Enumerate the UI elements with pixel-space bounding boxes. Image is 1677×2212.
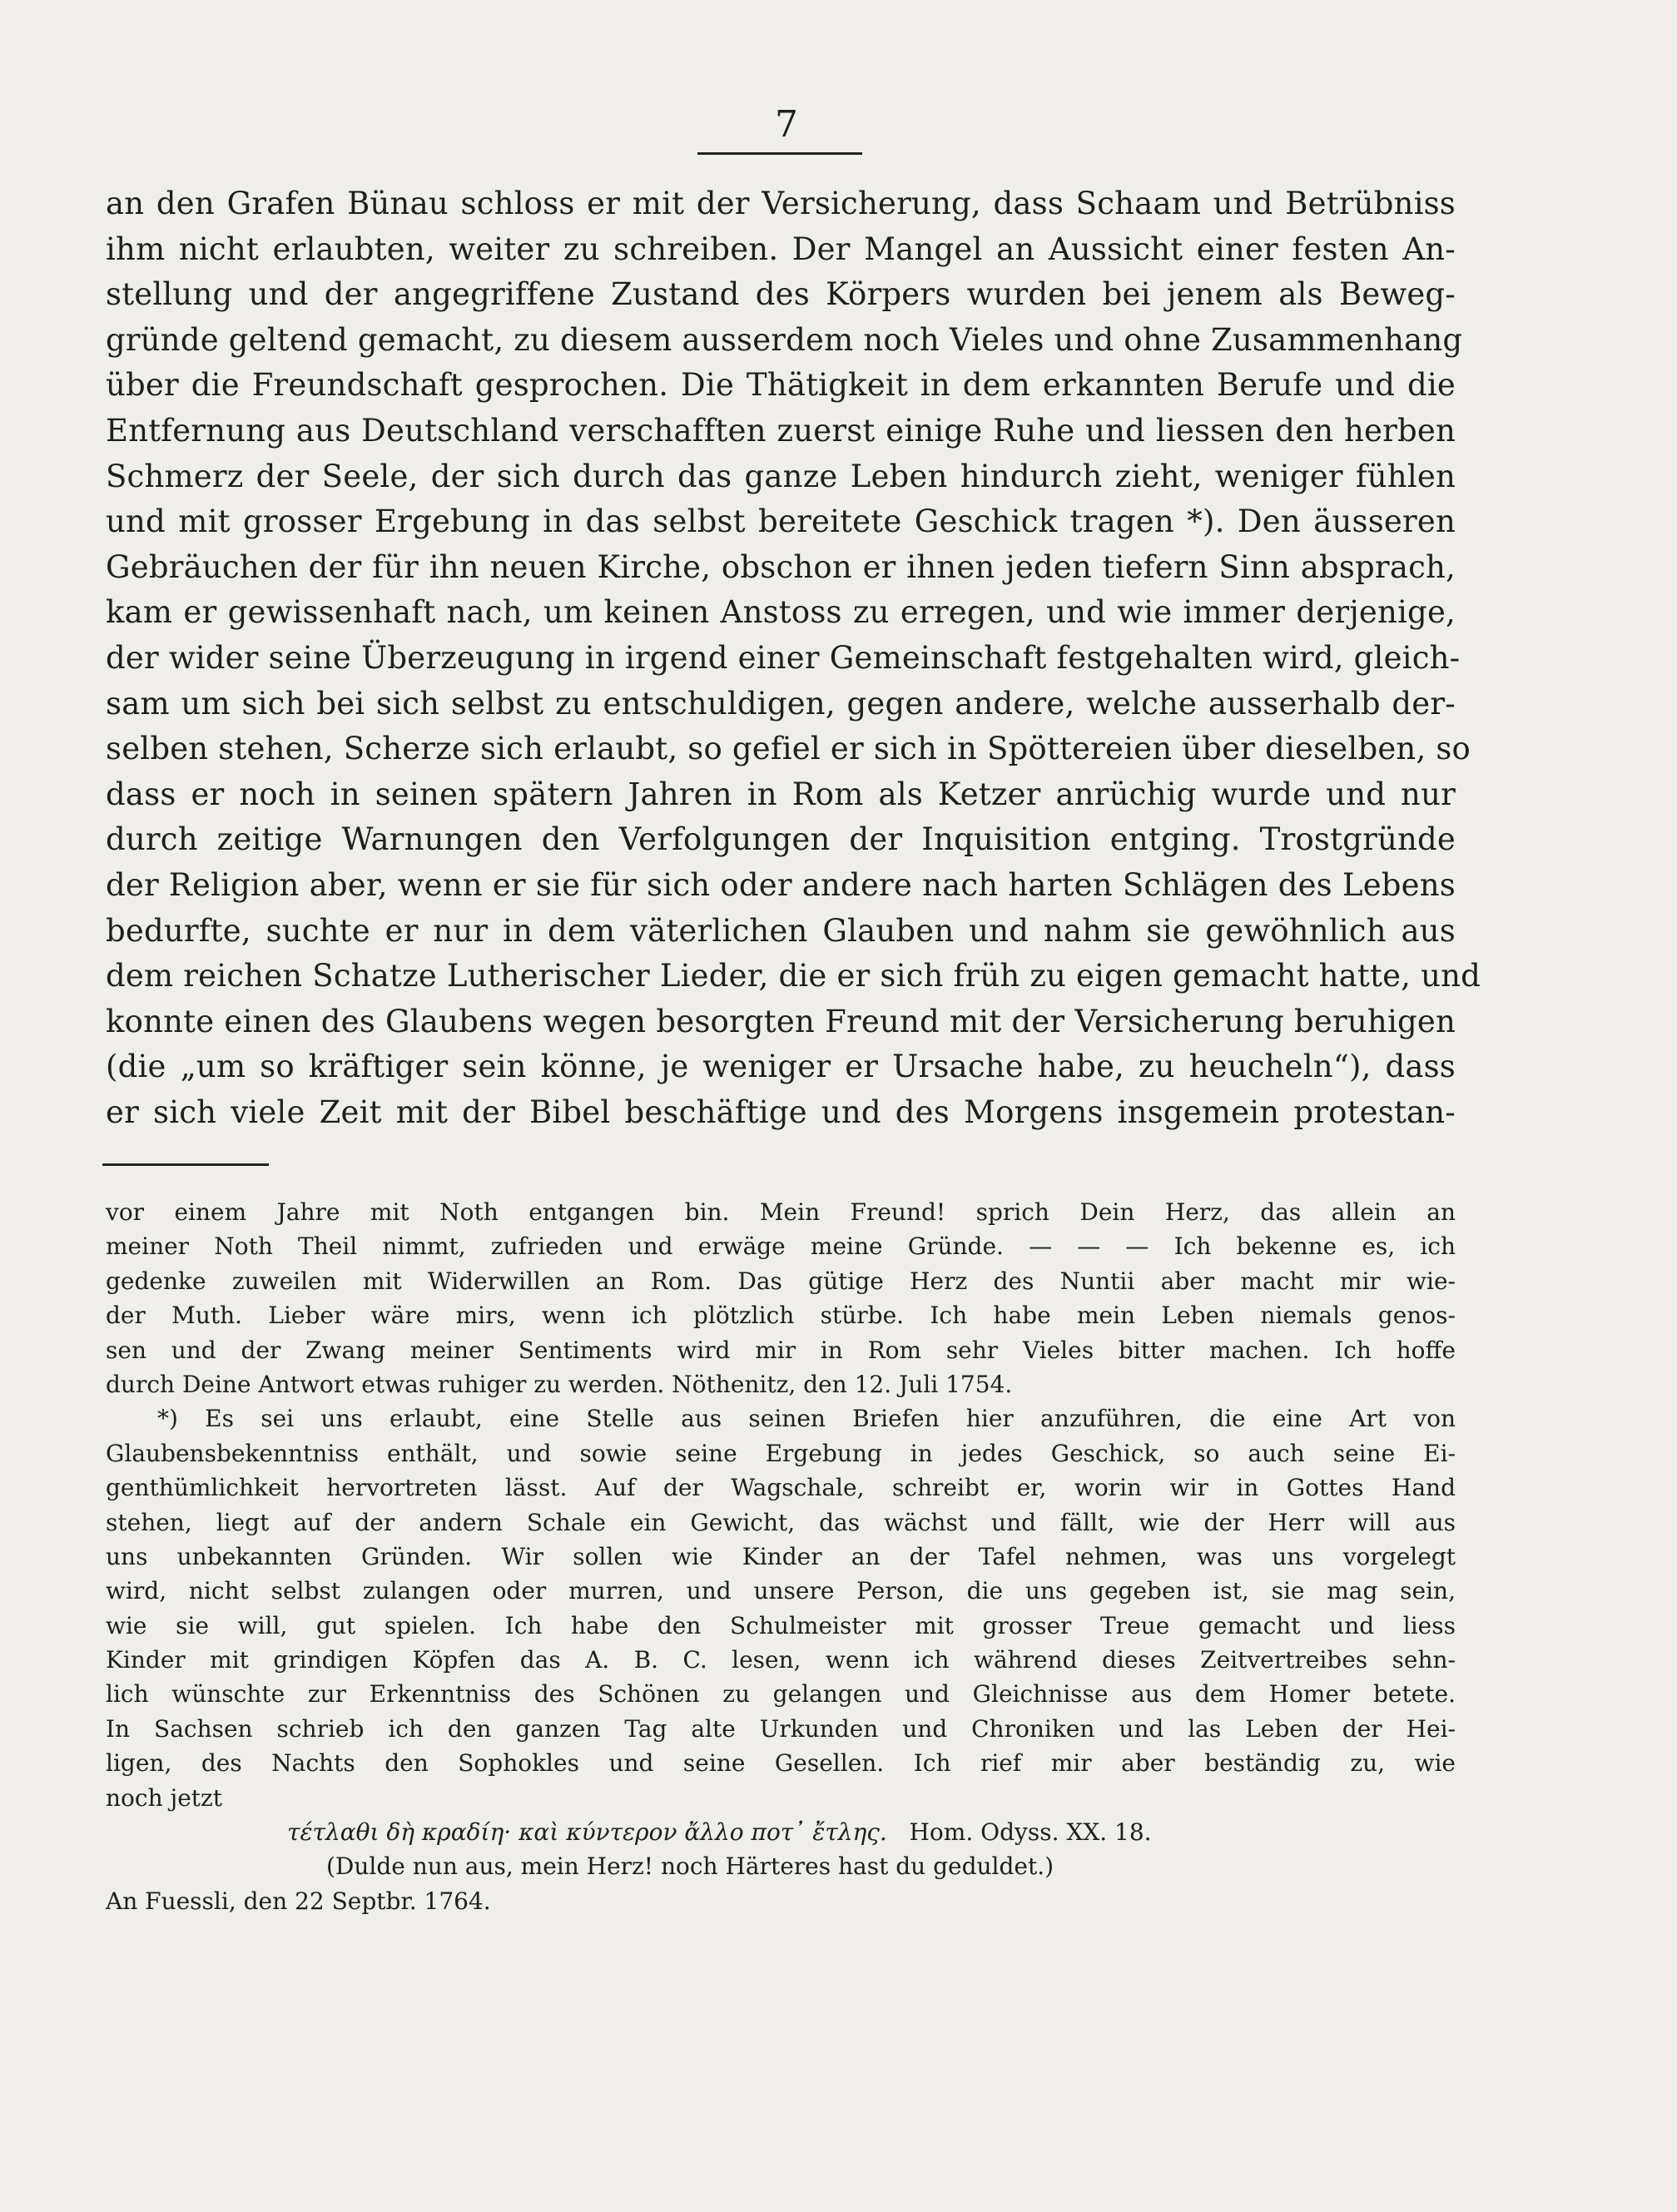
text-line: an den Grafen Bünau schloss er mit der Versicherung, dass Schaam und Betrübniss xyxy=(106,186,1456,221)
footnote-rule xyxy=(102,1163,269,1166)
text-line: stellung und der angegriffene Zustand des Körpers wurden bei jenem als Beweg- xyxy=(106,276,1456,313)
text-line: sam um sich bei sich selbst zu entschuldigen, gegen andere, welche ausserhalb der- xyxy=(106,685,1456,722)
footnote-line: meiner Noth Theil nimmt, zufrieden und erwäge meine Gründe. — — — Ich bekenne es, ich xyxy=(106,1232,1456,1261)
footnote-line: uns unbekannten Gründen. Wir sollen wie Kinder an der Tafel nehmen, was uns vorgelegt xyxy=(106,1542,1456,1570)
text-line: durch zeitige Warnungen den Verfolgungen der Inquisition entging. Trostgründe xyxy=(106,821,1456,858)
signature-line: An Fuessli, den 22 Septbr. 1764. xyxy=(106,1887,491,1915)
text-line: Gebräuchen der für ihn neuen Kirche, obschon er ihnen jeden tiefern Sinn absprach, xyxy=(106,548,1456,585)
footnote-line: genthümlichkeit hervortreten lässt. Auf der Wagschale, schreibt er, worin wir in Gottes Hand xyxy=(106,1474,1456,1502)
text-line: der Religion aber, wenn er sie für sich oder andere nach harten Schlägen des Lebens xyxy=(106,866,1456,903)
footnote-line: In Sachsen schrieb ich den ganzen Tag alte Urkunden und Chroniken und las Leben der Hei- xyxy=(106,1714,1456,1743)
footnote-line: lich wünschte zur Erkenntniss des Schönen zu gelangen und Gleichnisse aus dem Homer betete. xyxy=(106,1680,1456,1709)
footnote-line: stehen, liegt auf der andern Schale ein Gewicht, das wächst und fällt, wie der Herr will aus xyxy=(106,1508,1456,1536)
footnotes xyxy=(106,1195,1456,1918)
quote-source: Hom. Odyss. XX. 18. xyxy=(909,1818,1152,1847)
footnote-line: der Muth. Lieber wäre mirs, wenn ich plötzlich stürbe. Ich habe mein Leben niemals genos- xyxy=(106,1302,1456,1330)
footnote-line: wird, nicht selbst zulangen oder murren, und unsere Person, die uns gegeben ist, sie mag sein, xyxy=(106,1577,1456,1605)
greek-quote: τέτλαθι δὴ κραδίη· καὶ κύντερον ἄλλο ποτ᾽ ἔτλης. xyxy=(287,1818,887,1847)
footnote-line: Kinder mit grindigen Köpfen das A. B. C. lesen, wenn ich während dieses Zeitvertreibes sehn- xyxy=(106,1646,1456,1674)
text-line: dem reichen Schatze Lutherischer Lieder, die er sich früh zu eigen gemacht hatte, und xyxy=(106,958,1481,994)
text-line: ihm nicht erlaubten, weiter zu schreiben. Der Mangel an Aussicht einer festen An- xyxy=(106,231,1456,267)
text-line: konnte einen des Glaubens wegen besorgten Freund mit der Versicherung beruhigen xyxy=(106,1003,1456,1039)
main-text xyxy=(106,181,1481,1135)
footnote-line: Glaubensbekenntniss enthält, und sowie seine Ergebung in jedes Geschick, so auch seine Ei- xyxy=(106,1439,1456,1467)
text-line: dass er noch in seinen spätern Jahren in Rom als Ketzer anrüchig wurde und nur xyxy=(106,776,1456,812)
footnote-line: durch Deine Antwort etwas ruhiger zu werden. Nöthenitz, den 12. Juli 1754. xyxy=(106,1370,1013,1398)
text-line: selben stehen, Scherze sich erlaubt, so gefiel er sich in Spöttereien über dieselben, so xyxy=(106,731,1471,767)
footnote-line: wie sie will, gut spielen. Ich habe den Schulmeister mit grosser Treue gemacht und liess xyxy=(106,1611,1456,1639)
page-number: 7 xyxy=(775,103,798,146)
greek-quote-line xyxy=(106,1815,1637,1849)
text-line: Schmerz der Seele, der sich durch das ganze Leben hindurch zieht, weniger fühlen xyxy=(106,458,1456,494)
text-line: kam er gewissenhaft nach, um keinen Anstoss zu erregen, und wie immer derjenige, xyxy=(106,594,1456,631)
footnote-line: vor einem Jahre mit Noth entgangen bin. Mein Freund! sprich Dein Herz, das allein an xyxy=(106,1198,1456,1226)
footnote-line: gedenke zuweilen mit Widerwillen an Rom. Das gütige Herz des Nuntii aber macht mir wie- xyxy=(106,1267,1456,1295)
text-line: und mit grosser Ergebung in das selbst bereitete Geschick tragen *). Den äusseren xyxy=(106,503,1456,540)
translation-line: (Dulde nun aus, mein Herz! noch Härteres hast du geduldet.) xyxy=(326,1852,1054,1881)
text-line: über die Freundschaft gesprochen. Die Thätigkeit in dem erkannten Berufe und die xyxy=(106,367,1456,404)
text-line: gründe geltend gemacht, zu diesem ausserdem noch Vieles und ohne Zusammenhang xyxy=(106,321,1463,358)
text-line: bedurfte, suchte er nur in dem väterlichen Glauben und nahm sie gewöhnlich aus xyxy=(106,912,1456,949)
text-line: (die „um so kräftiger sein könne, je weniger er Ursache habe, zu heucheln“), dass xyxy=(106,1049,1456,1085)
text-line: der wider seine Überzeugung in irgend einer Gemeinschaft festgehalten wird, gleich- xyxy=(106,639,1461,676)
footnote-line: ligen, des Nachts den Sophokles und seine Gesellen. Ich rief mir aber beständig zu, wie xyxy=(106,1749,1456,1778)
header-rule xyxy=(697,152,862,155)
text-line: er sich viele Zeit mit der Bibel beschäftige und des Morgens insgemein protestan- xyxy=(106,1094,1456,1130)
footnote-line: noch jetzt xyxy=(106,1783,223,1812)
footnote-line: sen und der Zwang meiner Sentiments wird mir in Rom sehr Vieles bitter machen. Ich hoffe xyxy=(106,1336,1456,1364)
footnote-line: *) Es sei uns erlaubt, eine Stelle aus seinen Briefen hier anzuführen, die eine Art von xyxy=(157,1405,1456,1433)
text-line: Entfernung aus Deutschland verschafften zuerst einige Ruhe und liessen den herben xyxy=(106,412,1456,449)
